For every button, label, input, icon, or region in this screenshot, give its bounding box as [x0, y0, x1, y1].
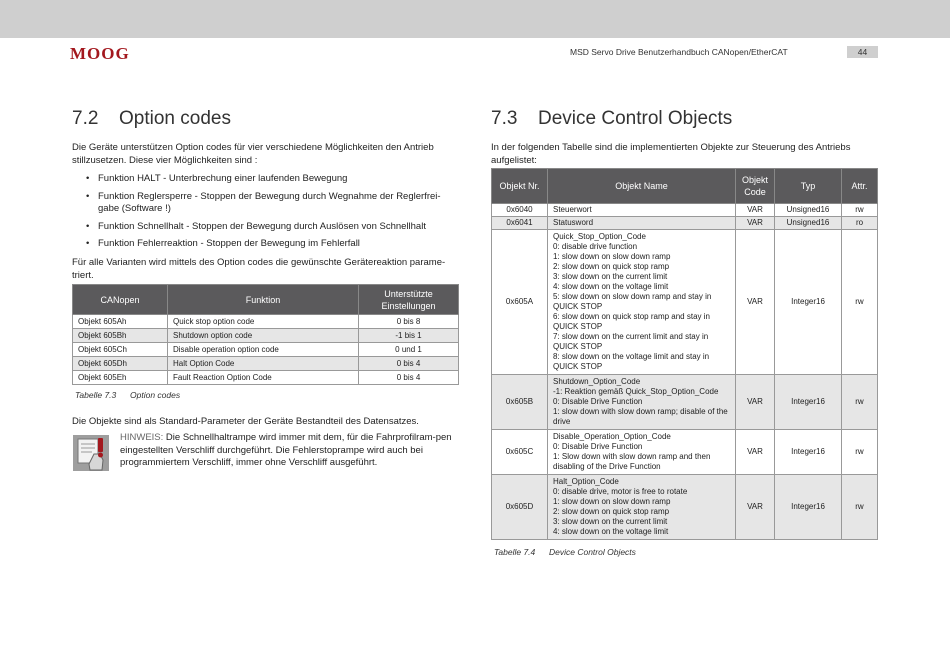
table-cell: Integer16 [775, 375, 842, 430]
table-cell: Fault Reaction Option Code [168, 371, 359, 385]
table-cell: 0 bis 4 [359, 357, 459, 371]
table-cell: Unsigned16 [775, 217, 842, 230]
table-cell: rw [842, 375, 878, 430]
hint-keyword: HINWEIS: [120, 432, 164, 443]
caption-number: Tabelle 7.3 [75, 390, 117, 400]
intro-paragraph: Die Geräte unterstützen Option codes für vier verschiedene Möglichkeiten den Antrieb stillzusetzen. Diese vier Möglichkeiten sind : [72, 142, 434, 166]
caption-text: Device Control Objects [549, 547, 636, 557]
table-cell: Steuerwort [548, 204, 736, 217]
caption-number: Tabelle 7.4 [494, 547, 536, 557]
table-cell: Objekt 605Bh [73, 329, 168, 343]
table-header-objekt-nr: Objekt Nr. [492, 169, 548, 204]
table-cell: 0x605A [492, 230, 548, 375]
table-cell: Statusword [548, 217, 736, 230]
list-item: • Funktion Fehlerreaktion - Stoppen der Bewegung im Fehlerfall [72, 238, 457, 251]
section-number: 7.2 [72, 108, 99, 129]
table-caption-7-3 [75, 390, 180, 400]
table-header-canopen: CANopen [73, 285, 168, 315]
table-cell: Integer16 [775, 230, 842, 375]
table-cell: 0x6040 [492, 204, 548, 217]
table-header-einstellungen: Unterstützte Einstellungen [359, 285, 459, 315]
device-control-objects-table [491, 168, 878, 540]
section-title: Device Control Objects [538, 108, 733, 129]
table-cell: Disable operation option code [168, 343, 359, 357]
table-cell: Halt_Option_Code 0: disable drive, motor is free to rotate 1: slow down on slow down ramp 2: slow down on quick stop ramp 3: slow down on the current limit 4: slow down on the voltage limit [548, 475, 736, 540]
table-cell: 0x605C [492, 430, 548, 475]
table-cell: VAR [736, 230, 775, 375]
table-cell: Objekt 605Eh [73, 371, 168, 385]
table-cell: 0 bis 4 [359, 371, 459, 385]
table-cell: 0 und 1 [359, 343, 459, 357]
option-list [72, 173, 457, 256]
table-row [492, 430, 878, 475]
hint-text: Die Schnellhaltrampe wird immer mit dem, für die Fahrprofilram-pen eingestellten Verschliff durchgeführt. Die Fehlerstoprampe wird auch bei programmiertem Verschliff, immer ohne Verschliff ausgeführt. [120, 432, 452, 468]
table-cell: rw [842, 230, 878, 375]
table-cell: Unsigned16 [775, 204, 842, 217]
table-header-objekt-code: Objekt Code [736, 169, 775, 204]
table-cell: Disable_Operation_Option_Code 0: Disable Drive Function 1: Slow down with slow down ramp and then disabling of the Drive Function [548, 430, 736, 475]
option-codes-table [72, 284, 459, 385]
caption-text: Option codes [130, 390, 181, 400]
table-header-funktion: Funktion [168, 285, 359, 315]
table-cell: Quick_Stop_Option_Code 0: disable drive function 1: slow down on slow down ramp 2: slow down on quick stop ramp 3: slow down on the current limit 4: slow down on the voltage limit 5: slow down on slow down ramp and stay in QUICK STOP 6: slow down on quick stop ramp and stay in QUICK STOP 7: slow down on the current limit and stay in QUICK STOP 8: slow down on the voltage limit and stay in QUICK STOP [548, 230, 736, 375]
table-cell: ro [842, 217, 878, 230]
note-hand-icon [72, 434, 110, 472]
variants-paragraph: Für alle Varianten wird mittels des Option codes die gewünschte Gerätereaktion parame-triert. [72, 257, 446, 281]
table-row [73, 371, 459, 385]
table-cell: -1 bis 1 [359, 329, 459, 343]
section-heading-device-control-objects [491, 108, 732, 130]
table-row [492, 375, 878, 430]
table-row [73, 343, 459, 357]
table-cell: Integer16 [775, 430, 842, 475]
section-number: 7.3 [491, 108, 518, 129]
table-caption-7-4 [494, 547, 636, 557]
table-cell: Quick stop option code [168, 315, 359, 329]
section-title: Option codes [119, 108, 231, 129]
table-cell: Objekt 605Ch [73, 343, 168, 357]
table-cell: VAR [736, 475, 775, 540]
section-heading-option-codes [72, 108, 231, 130]
table-cell: VAR [736, 375, 775, 430]
table-cell: VAR [736, 430, 775, 475]
table-cell: rw [842, 204, 878, 217]
table-cell: 0x6041 [492, 217, 548, 230]
table-cell: Objekt 605Dh [73, 357, 168, 371]
table-cell: rw [842, 475, 878, 540]
table-cell: 0 bis 8 [359, 315, 459, 329]
table-cell: Shutdown option code [168, 329, 359, 343]
table-row [492, 475, 878, 540]
table-cell: 0x605B [492, 375, 548, 430]
page-number: 44 [847, 46, 878, 58]
table-cell: Halt Option Code [168, 357, 359, 371]
table-cell: 0x605D [492, 475, 548, 540]
table-row [492, 230, 878, 375]
table-row [492, 217, 878, 230]
table-row [73, 357, 459, 371]
table-row [73, 329, 459, 343]
table-header-objekt-name: Objekt Name [548, 169, 736, 204]
note-paragraph: Die Objekte sind als Standard-Parameter der Geräte Bestandteil des Datensatzes. [72, 416, 419, 427]
table-row [73, 315, 459, 329]
table-cell: Objekt 605Ah [73, 315, 168, 329]
table-header-typ: Typ [775, 169, 842, 204]
list-item: • Funktion Reglersperre - Stoppen der Bewegung durch Wegnahme der Reglerfrei-gabe (Software !) [72, 191, 457, 216]
table-header-attr: Attr. [842, 169, 878, 204]
table-cell: Shutdown_Option_Code -1: Reaktion gemäß Quick_Stop_Option_Code 0: Disable Drive Function 1: slow down with slow down ramp; disable of the drive [548, 375, 736, 430]
table-cell: VAR [736, 217, 775, 230]
table-cell: Integer16 [775, 475, 842, 540]
moog-logo: MOOG [70, 44, 130, 63]
table-cell: VAR [736, 204, 775, 217]
hint-paragraph [120, 432, 458, 470]
device-intro-paragraph: In der folgenden Tabelle sind die implementierten Objekte zur Steuerung des Antriebs aufgelistet: [491, 142, 851, 166]
document-title: MSD Servo Drive Benutzerhandbuch CANopen/EtherCAT [570, 47, 788, 57]
top-bar [0, 0, 950, 38]
list-item: • Funktion Schnellhalt - Stoppen der Bewegung durch Auslösen von Schnellhalt [72, 221, 457, 234]
table-cell: rw [842, 430, 878, 475]
table-row [492, 204, 878, 217]
list-item: • Funktion HALT - Unterbrechung einer laufenden Bewegung [72, 173, 457, 186]
